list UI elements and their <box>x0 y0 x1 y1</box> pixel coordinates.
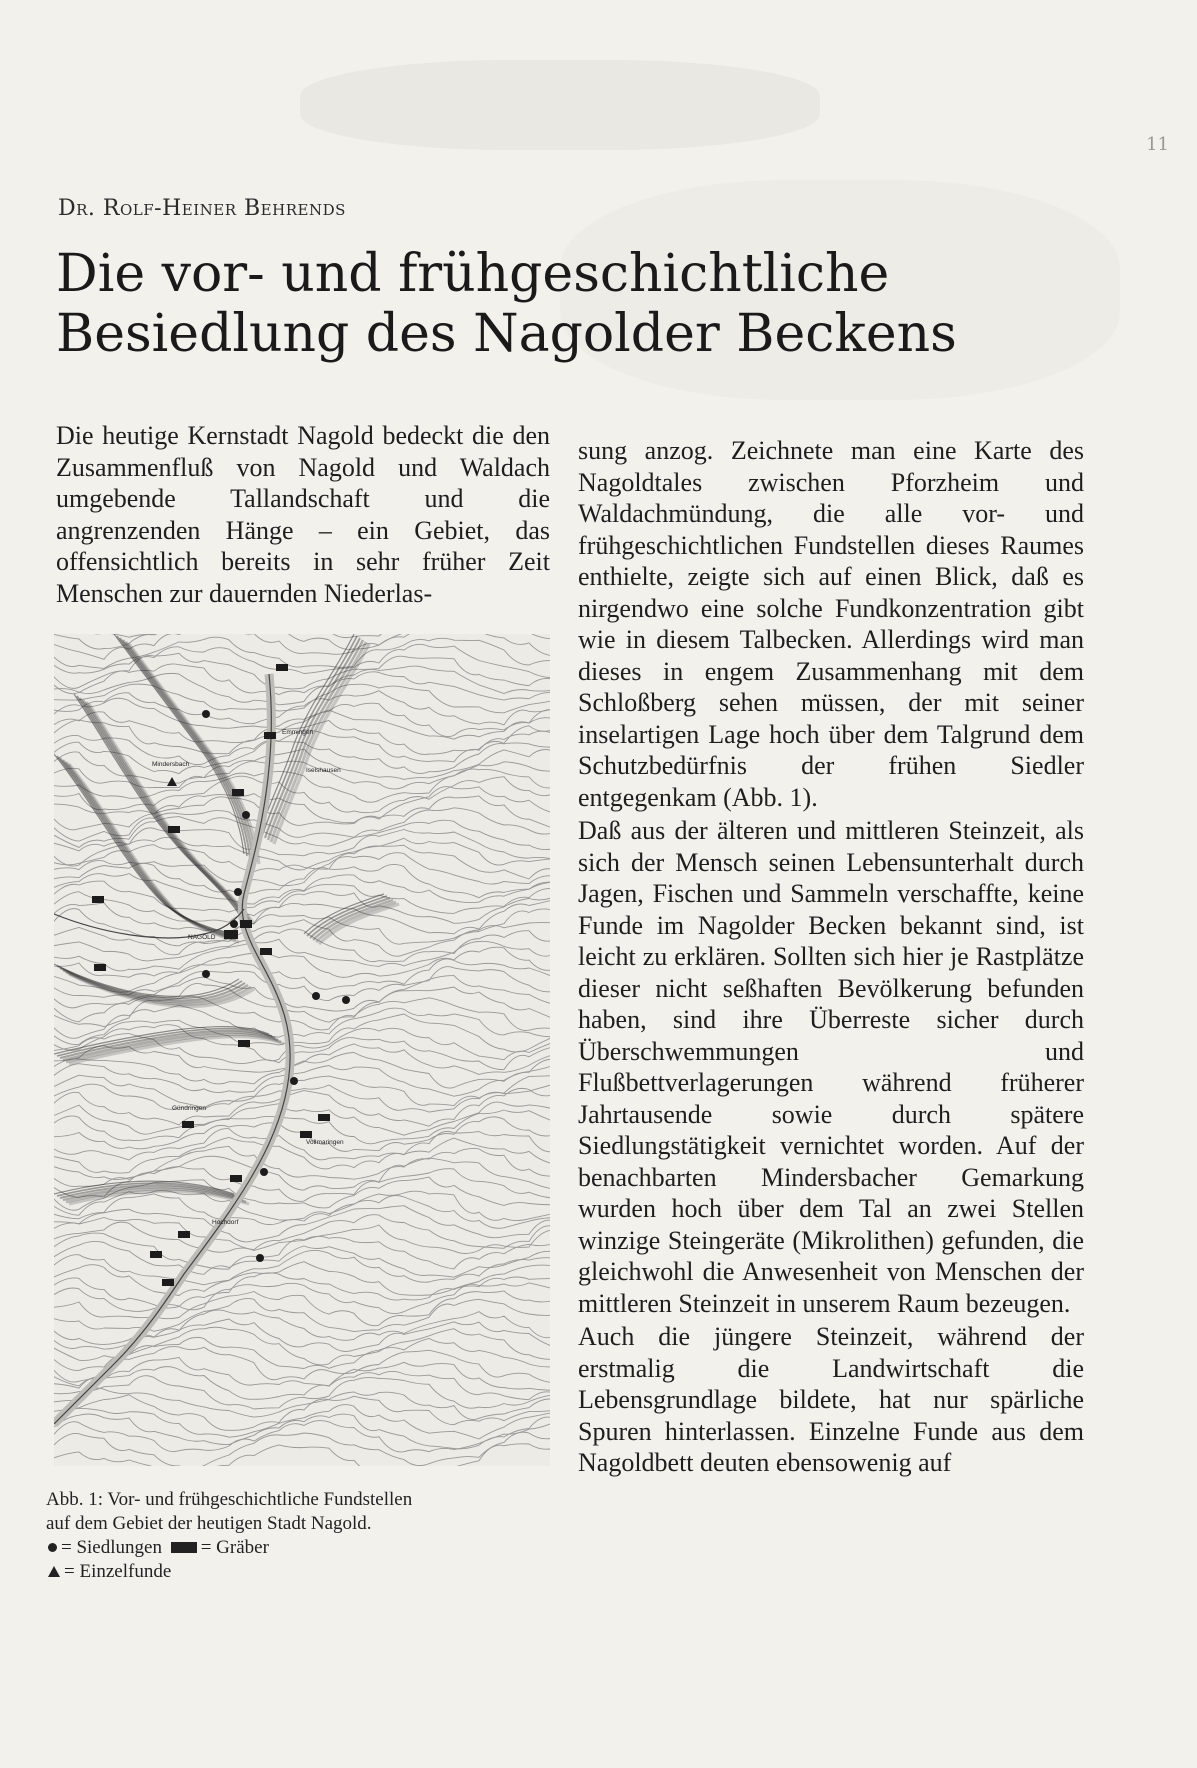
map-label-emmingen: Emmingen <box>282 729 314 736</box>
body-paragraph-2: Daß aus der älteren und mittleren Steinzeit, als sich der Mensch seinen Lebensunterhalt durch Jagen, Fischen und Sammeln verschaffte, keine Funde im Nagolder Becken bekannt sind, ist leicht zu erklären. Sollten sich hier je Rastplätze dieser nicht seßhaften Bevölkerung befunden haben, sind ihre Überreste sicher durch Überschwemmungen und Flußbettverlagerungen während früherer Jahrtausende sowie durch spätere Siedlungstätigkeit vernichtet worden. Auf der benachbarten Mindersbacher Gemarkung wurden hoch über dem Tal an zwei Stellen winzige Steingeräte (Mikrolithen) gefunden, die gleichwohl die Anwesenheit von Menschen der mittleren Steinzeit in unserem Raum bezeugen. <box>578 816 1084 1318</box>
settlement-marker <box>256 1254 264 1262</box>
contour-line <box>54 787 550 823</box>
single-find-marker <box>167 777 177 786</box>
contour-line <box>54 1146 550 1179</box>
map-label-hochdorf: Hochdorf <box>212 1219 239 1226</box>
contour-line <box>54 1432 550 1466</box>
settlement-dot-icon <box>48 1543 57 1552</box>
author-name: Dr. Rolf-Heiner Behrends <box>58 196 346 221</box>
contour-line <box>54 1110 550 1144</box>
figure-caption <box>46 1488 556 1584</box>
settlement-marker <box>202 710 210 718</box>
caption-line-1: Abb. 1: Vor- und frühgeschichtliche Fundstellen <box>46 1489 413 1510</box>
grave-marker <box>300 1131 312 1138</box>
contour-line <box>54 1053 550 1089</box>
contour-line <box>54 881 550 913</box>
contour-line <box>54 909 550 946</box>
page-number: 11 <box>1146 134 1169 155</box>
map-label-mindersbach: Mindersbach <box>152 761 190 768</box>
contour-line <box>54 1376 550 1409</box>
valley-hatch-line <box>117 636 247 856</box>
map-label-nagold: NAGOLD <box>188 934 216 941</box>
contour-line <box>54 874 550 905</box>
contour-line <box>54 1137 550 1173</box>
contour-line <box>54 1291 550 1326</box>
right-column <box>578 435 1084 1479</box>
author-byline <box>58 196 346 221</box>
contour-line <box>54 1273 550 1308</box>
grave-marker <box>178 1231 190 1238</box>
left-column <box>56 420 550 609</box>
topographic-map <box>54 634 550 1466</box>
grave-marker <box>230 1175 242 1182</box>
grave-marker <box>276 664 288 671</box>
contour-line <box>54 1206 550 1242</box>
contour-line <box>54 1222 550 1253</box>
contour-line <box>54 1084 550 1112</box>
grave-marker <box>232 789 244 796</box>
grave-marker <box>224 930 238 939</box>
grave-marker <box>182 1121 194 1128</box>
caption-line-2: auf dem Gebiet der heutigen Stadt Nagold. <box>46 1513 372 1534</box>
valley-hatch-line <box>69 764 239 942</box>
contour-line <box>54 983 550 1022</box>
settlement-marker <box>312 992 320 1000</box>
contour-line <box>54 939 550 971</box>
settlement-marker <box>234 888 242 896</box>
contour-line <box>54 920 550 956</box>
valley-hatch-line <box>66 762 236 940</box>
map-label-gundringen: Gündringen <box>172 1105 206 1112</box>
grave-square-icon <box>171 1542 197 1553</box>
contour-line <box>54 634 550 638</box>
figure-map <box>54 634 550 1466</box>
grave-marker <box>318 1114 330 1121</box>
settlement-marker <box>342 996 350 1004</box>
settlement-marker <box>290 1077 298 1085</box>
settlement-marker <box>230 920 238 928</box>
contour-line <box>54 1310 550 1344</box>
contour-line <box>54 1298 550 1331</box>
settlement-marker <box>260 1168 268 1176</box>
valley-hatch-line <box>89 704 254 924</box>
grave-marker <box>94 964 106 971</box>
contour-line <box>54 1388 550 1419</box>
grave-marker <box>264 732 276 739</box>
valley-hatch-line <box>274 644 369 844</box>
grave-marker <box>238 1040 250 1047</box>
contour-line <box>54 1191 550 1221</box>
body-paragraph-1: sung anzog. Zeichnete man eine Karte des Nagoldtales zwischen Pforzheim und Waldachmündung, die alle vor- und frühgeschichtlichen Fundstellen dieses Raumes enthielte, zeigte sich auf einen Blick, daß es nirgendwo eine solche Fundkonzentration gibt wie in diesem Talbecken. Allerdings wird man dieses in engem Zusammenhang mit dem Schloßberg sehen müssen, der mit seiner inselartigen Lage hoch über dem Talgrund dem Schutzbedürfnis der frühen Siedler entgegenkam (Abb. 1). <box>578 436 1084 812</box>
legend-row-2 <box>46 1560 556 1584</box>
legend-graves: = Gräber <box>200 1537 269 1558</box>
settlement-marker <box>242 811 250 819</box>
legend-settlements: = Siedlungen <box>61 1537 162 1558</box>
map-label-iselshausen: Iselshausen <box>306 767 341 774</box>
contour-line <box>54 1088 550 1126</box>
legend-row-1 <box>46 1536 556 1560</box>
contour-line <box>54 947 550 977</box>
grave-marker <box>92 896 104 903</box>
legend-single-finds: = Einzelfunde <box>64 1561 172 1582</box>
paper-shadow <box>300 60 820 150</box>
contour-line <box>54 691 550 725</box>
grave-marker <box>150 1251 162 1258</box>
intro-paragraph: Die heutige Kernstadt Nagold bedeckt die den Zusammenfluß von Nagold und Waldach umgebende Tallandschaft und die angrenzenden Hänge – ein Gebiet, das offensichtlich bereits in sehr früher Zeit Menschen zur dauernden Niederlas- <box>56 421 550 608</box>
grave-marker <box>168 826 180 833</box>
valley-hatch-line <box>123 640 253 860</box>
single-find-triangle-icon <box>48 1566 60 1577</box>
settlement-marker <box>202 970 210 978</box>
contour-line <box>54 796 550 830</box>
article-title: Die vor- und frühgeschichtliche Besiedlung des Nagolder Beckens <box>56 244 957 364</box>
contour-line <box>54 1215 550 1250</box>
contour-line <box>54 664 550 695</box>
grave-marker <box>260 948 272 955</box>
grave-marker <box>240 920 252 928</box>
contour-line <box>54 1444 550 1466</box>
body-paragraph-3: Auch die jüngere Steinzeit, während der erstmalig die Landwirtschaft die Lebensgrundlage bildete, hat nur spärliche Spuren hinterlassen. Einzelne Funde aus dem Nagoldbett deuten ebensowenig auf <box>578 1322 1084 1477</box>
map-label-vollmaringen: Vollmaringen <box>306 1139 344 1146</box>
grave-marker <box>162 1279 174 1286</box>
